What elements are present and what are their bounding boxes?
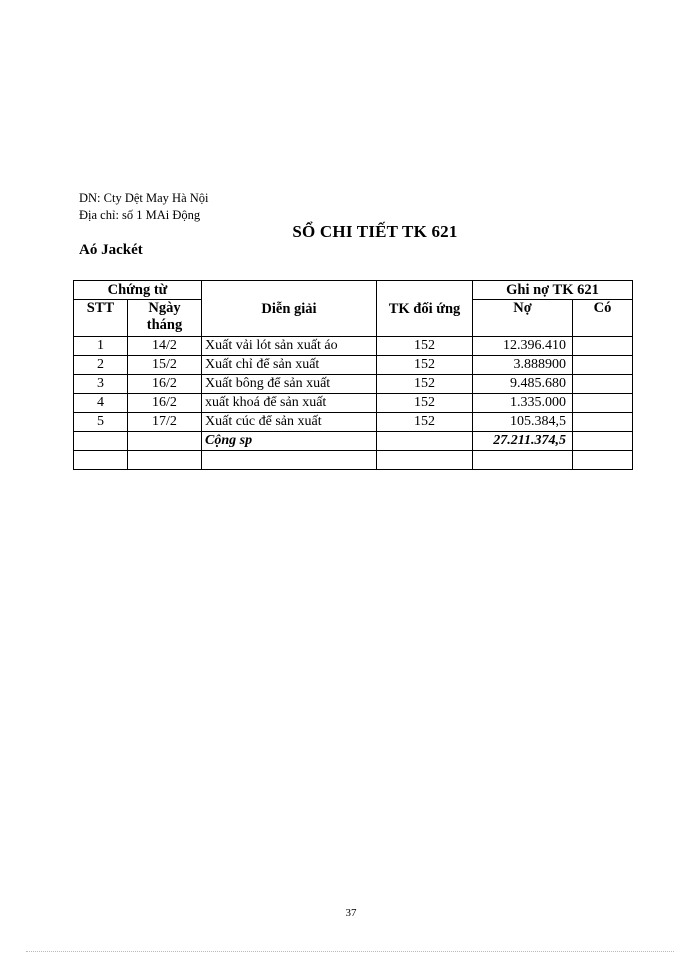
- cell-empty: [377, 432, 473, 451]
- table-row: [74, 394, 633, 413]
- cell-co: [573, 356, 633, 375]
- header-tk-doi-ung: TK đối ứng: [377, 281, 473, 337]
- header-chung-tu: Chứng từ: [74, 281, 202, 300]
- ledger-table: [73, 280, 633, 470]
- page-number: 37: [345, 907, 357, 919]
- page-bottom-divider: [26, 951, 674, 952]
- cell-empty: [573, 451, 633, 470]
- cell-co: [573, 375, 633, 394]
- cell-dien-giai: Xuất chỉ để sản xuất: [202, 356, 377, 375]
- table-row: [74, 413, 633, 432]
- total-label: Cộng sp: [202, 432, 377, 451]
- table-row: [74, 337, 633, 356]
- cell-ngay: 15/2: [128, 356, 202, 375]
- cell-no: 12.396.410: [473, 337, 573, 356]
- company-info: [79, 190, 209, 224]
- cell-empty: [74, 451, 128, 470]
- cell-dien-giai: Xuất cúc để sản xuất: [202, 413, 377, 432]
- total-no: 27.211.374,5: [473, 432, 573, 451]
- total-row: [74, 432, 633, 451]
- cell-stt: 1: [74, 337, 128, 356]
- cell-co: [573, 394, 633, 413]
- table-row: [74, 375, 633, 394]
- header-dien-giai: Diễn giải: [202, 281, 377, 337]
- ledger-body: [74, 337, 633, 470]
- cell-no: 105.384,5: [473, 413, 573, 432]
- empty-row: [74, 451, 633, 470]
- cell-no: 3.888900: [473, 356, 573, 375]
- cell-stt: 5: [74, 413, 128, 432]
- cell-stt: 4: [74, 394, 128, 413]
- product-name: Aó Jackét: [79, 242, 143, 258]
- cell-empty: [74, 432, 128, 451]
- cell-ngay: 17/2: [128, 413, 202, 432]
- cell-tk: 152: [377, 337, 473, 356]
- company-address: Địa chỉ: số 1 MAi Động: [79, 208, 201, 222]
- cell-stt: 2: [74, 356, 128, 375]
- cell-empty: [202, 451, 377, 470]
- cell-co: [573, 337, 633, 356]
- cell-empty: [128, 451, 202, 470]
- cell-dien-giai: Xuất vải lót sản xuất áo: [202, 337, 377, 356]
- table-row: [74, 356, 633, 375]
- cell-co: [573, 413, 633, 432]
- header-co: Có: [573, 300, 633, 337]
- cell-ngay: 14/2: [128, 337, 202, 356]
- cell-stt: 3: [74, 375, 128, 394]
- cell-dien-giai: xuất khoá để sản xuất: [202, 394, 377, 413]
- document-title: SỔ CHI TIẾT TK 621: [292, 222, 458, 241]
- header-no: Nợ: [473, 300, 573, 337]
- header-ngay-thang: Ngày tháng: [128, 300, 202, 337]
- cell-tk: 152: [377, 356, 473, 375]
- cell-tk: 152: [377, 394, 473, 413]
- cell-empty: [573, 432, 633, 451]
- cell-ngay: 16/2: [128, 394, 202, 413]
- cell-tk: 152: [377, 413, 473, 432]
- cell-ngay: 16/2: [128, 375, 202, 394]
- cell-dien-giai: Xuất bông để sản xuất: [202, 375, 377, 394]
- cell-empty: [377, 451, 473, 470]
- cell-tk: 152: [377, 375, 473, 394]
- header-ghi-no: Ghi nợ TK 621: [473, 281, 633, 300]
- cell-no: 1.335.000: [473, 394, 573, 413]
- company-name: DN: Cty Dệt May Hà Nội: [79, 191, 209, 205]
- cell-empty: [128, 432, 202, 451]
- cell-empty: [473, 451, 573, 470]
- cell-no: 9.485.680: [473, 375, 573, 394]
- header-stt: STT: [74, 300, 128, 337]
